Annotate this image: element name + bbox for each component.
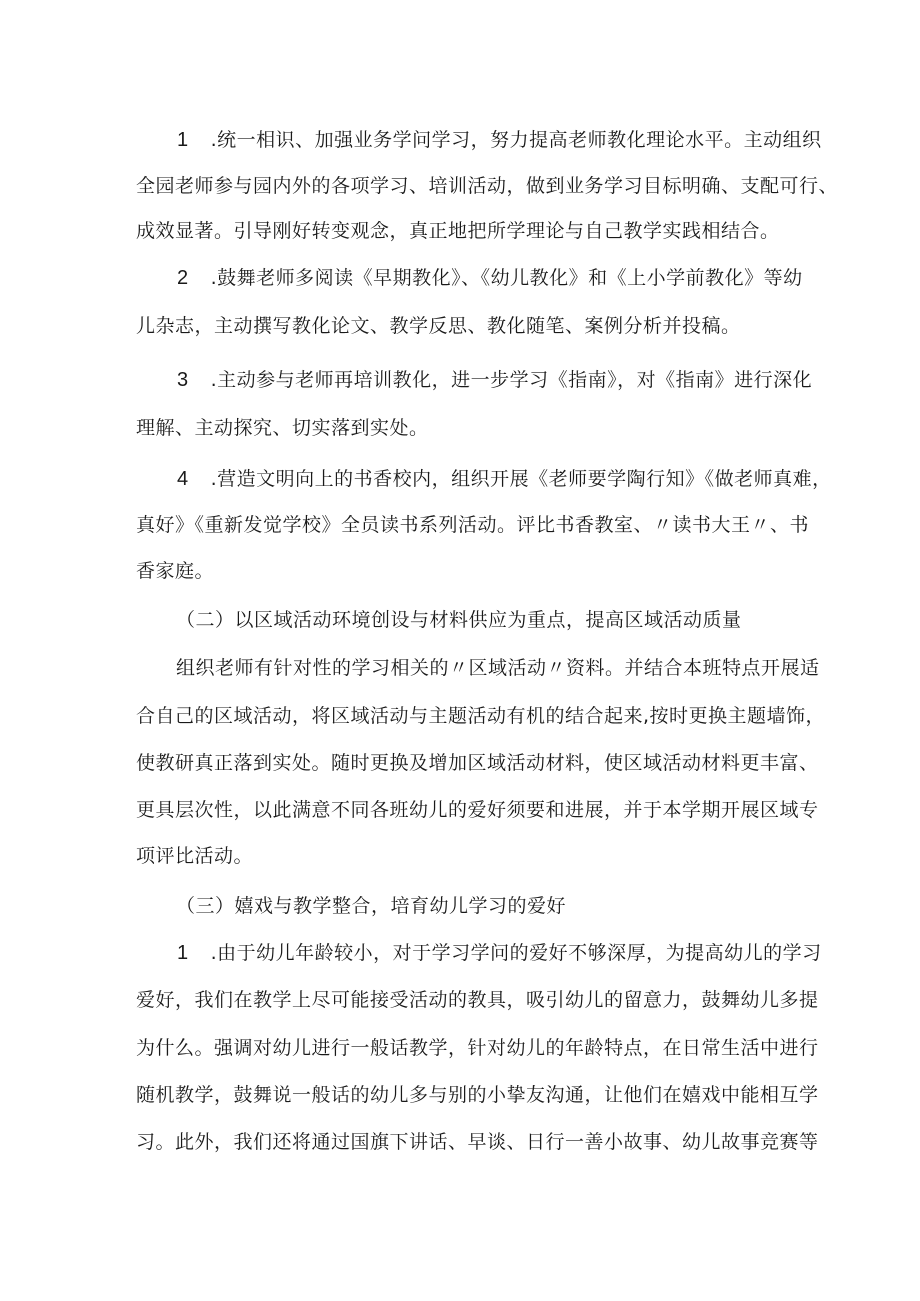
item-1-line-2: 全园老师参与园内外的各项学习、培训活动，做到业务学习目标明确、支配可行、 [136, 175, 839, 197]
item-3-line-1 [177, 367, 813, 393]
item-text: .鼓舞老师多阅读《早期教化》、《幼儿教化》和《上小学前教化》等幼 [210, 267, 803, 289]
section-3-line-2: 爱好，我们在教学上尽可能接受活动的教具，吸引幼儿的留意力，鼓舞幼儿多提 [136, 989, 819, 1011]
section-2-line-5: 项评比活动。 [136, 845, 254, 867]
section-2-line-2: 合自己的区域活动，将区域活动与主题活动有机的结合起来,按时更换主题墙饰， [136, 705, 826, 727]
item-2-line-1 [177, 265, 803, 291]
item-text: .由于幼儿年龄较小，对于学习学问的爱好不够深厚，为提高幼儿的学习 [210, 942, 822, 964]
section-2-line-3: 使教研真正落到实处。随时更换及增加区域活动材料，使区域活动材料更丰富、 [136, 752, 819, 774]
item-4-line-3: 香家庭。 [136, 560, 215, 582]
section-2-line-4: 更具层次性，以此满意不同各班幼儿的爱好须要和进展，并于本学期开展区域专 [136, 799, 819, 821]
item-number: 1 [177, 942, 189, 964]
section-heading-3: （三）嬉戏与教学整合，培育幼儿学习的爱好 [176, 895, 567, 917]
section-heading-2: （二）以区域活动环境创设与材料供应为重点，提高区域活动质量 [176, 609, 742, 631]
section-3-line-1 [177, 940, 822, 966]
item-1-line-3: 成效显著。引导刚好转变观念，真正地把所学理论与自己教学实践相结合。 [136, 220, 780, 242]
item-number: 3 [177, 369, 189, 391]
item-4-line-2: 真好》《重新发觉学校》全员读书系列活动。评比书香教室、〃读书大王〃、书 [136, 514, 810, 536]
item-text: .统一相识、加强业务学问学习，努力提高老师教化理论水平。主动组织 [210, 129, 822, 151]
item-3-line-2: 理解、主动探究、切实落到实处。 [136, 417, 429, 439]
item-4-line-1 [177, 466, 832, 492]
section-3-line-5: 习。此外，我们还将通过国旗下讲话、早谈、日行一善小故事、幼儿故事竞赛等 [136, 1131, 819, 1153]
item-1-line-1 [177, 127, 822, 153]
section-3-line-3: 为什么。强调对幼儿进行一般话教学，针对幼儿的年龄特点，在日常生活中进行 [136, 1037, 819, 1059]
item-number: 1 [177, 129, 189, 151]
item-number: 2 [177, 267, 189, 289]
section-3-line-4: 随机教学，鼓舞说一般话的幼儿多与别的小挚友沟通，让他们在嬉戏中能相互学 [136, 1084, 819, 1106]
item-text: .主动参与老师再培训教化，进一步学习《指南》，对《指南》进行深化 [210, 369, 813, 391]
section-2-line-1: 组织老师有针对性的学习相关的〃区域活动〃资料。并结合本班特点开展适 [176, 657, 820, 679]
item-number: 4 [177, 468, 189, 490]
item-text: .营造文明向上的书香校内，组织开展《老师要学陶行知》《做老师真难， [210, 468, 832, 490]
item-2-line-2: 儿杂志，主动撰写教化论文、教学反思、教化随笔、案例分析并投稿。 [136, 315, 741, 337]
